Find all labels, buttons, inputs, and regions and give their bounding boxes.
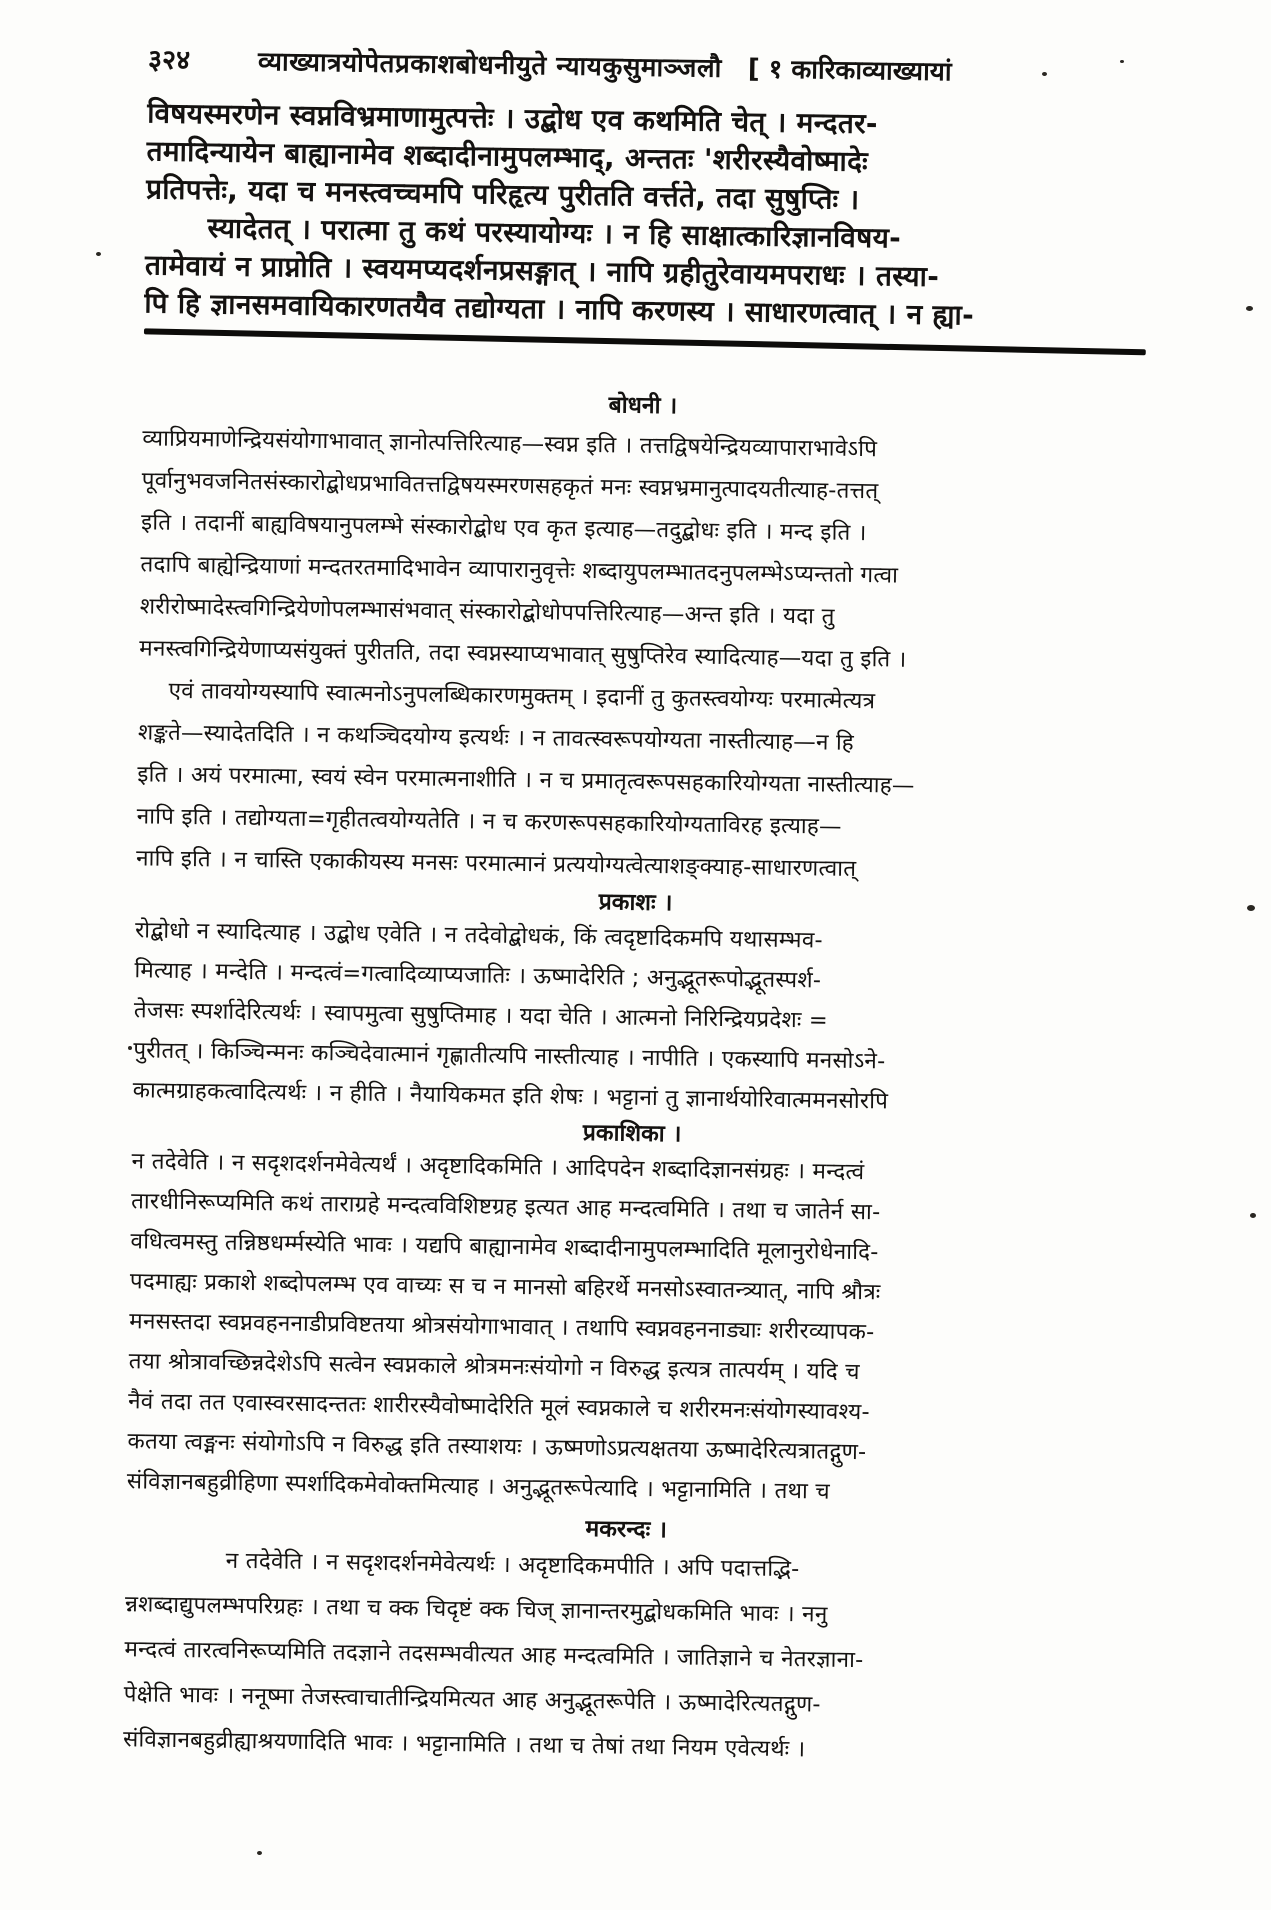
chapter-reference: [ १ कारिकाव्याख्यायां — [747, 54, 952, 88]
commentary-line: पूर्वानुभवजनितसंस्कारोद्बोधप्रभावितत्तद्विषयस्मरणसहकृतं मनः स्वप्नभ्रमानुत्पादयतीत्याह-तत्तत् — [141, 467, 879, 505]
bodhani-commentary-block — [136, 417, 1143, 894]
commentary-line: एवं तावयोग्यस्यापि स्वात्मनोऽनुपलब्धिकारणमुक्तम् । इदानीं तु कुतस्त्वयोग्यः परमात्मेत्यत्र — [168, 677, 876, 715]
scan-speck — [96, 252, 101, 256]
section-heading-prakashika: प्रकाशिका । — [582, 1119, 682, 1148]
commentary-line: नापि इति । न चास्ति एकाकीयस्य मनसः परमात्मानं प्रत्ययोग्यत्वेत्याशङ्क्याह-साधारणत्वात् — [135, 845, 857, 883]
section-heading-prakasha: प्रकाशः । — [598, 889, 673, 917]
commentary-line: तदापि बाह्येन्द्रियाणां मन्दतरतमादिभावेन व्यापारानुवृत्तेः शब्दायुपलम्भातदनुपलम्भेऽप्यन्ततो गत्वा — [140, 551, 899, 589]
scan-speck — [1250, 1213, 1256, 1218]
mula-line: स्यादेतत् । परात्मा तु कथं परस्यायोग्यः । न हि साक्षात्कारिज्ञानविषय- — [207, 211, 902, 255]
scan-speck — [1247, 905, 1255, 911]
commentary-line: नापि इति । तद्योग्यता=गृहीतत्वयोग्यतेति । न च करणरूपसहकारियोग्यताविरह इत्याह— — [136, 803, 842, 840]
mula-line: तामेवायं न प्राप्नोति । स्वयमप्यदर्शनप्रसङ्गात् । नापि ग्रहीतुरेवायमपराधः । तस्या- — [144, 248, 940, 294]
commentary-line: पेक्षेति भावः । ननूष्मा तेजस्त्वाचातीन्द्रियमित्यत आह अनुद्भूतरूपेति । ऊष्मादेरित्यतद्गुण- — [123, 1681, 821, 1718]
commentary-line: पदमाह्यः प्रकाशे शब्दोपलम्भ एव वाच्यः स च न मानसो बहिरर्थे मनसोऽस्वातन्त्र्यात्, नापि श्रौत्रः — [129, 1268, 881, 1306]
commentary-line: न्नशब्दाद्युपलम्भपरिग्रहः । तथा च क्क चिदृष्टं क्क चिज् ज्ञानान्तरमुद्बोधकमिति भावः । ननु — [124, 1591, 828, 1628]
commentary-line: मन्दत्वं तारत्वनिरूप्यमिति तदज्ञाने तदसम्भवीत्यत आह मन्दत्वमिति । जातिज्ञाने च नेतरज्ञाना- — [124, 1636, 864, 1674]
section-heading-makaranda: मकरन्दः । — [585, 1516, 668, 1544]
mula-line: तमादिन्यायेन बाह्यानामेव शब्दादीनामुपलम्भाद्, अन्ततः 'शरीरस्यैवोष्मादेः — [146, 134, 869, 179]
commentary-line: व्याप्रियमाणेन्द्रियसंयोगाभावात् ज्ञानोत्पत्तिरित्याह—स्वप्न इति । तत्तद्विषयेन्द्रियव्यापाराभावेऽपि — [142, 425, 878, 463]
scan-speck — [128, 1046, 132, 1050]
prakasha-commentary-block — [132, 910, 1135, 1125]
commentary-line: तेजसः स्पर्शादेरित्यर्थः । स्वापमुत्वा सुषुप्तिमाह । यदा चेति । आत्मनो निरिन्द्रियप्रदेशः = — [133, 997, 829, 1034]
page-number: ३२४ — [147, 44, 191, 77]
commentary-line: रोद्बोधो न स्यादित्याह । उद्बोध एवेति । न तदेवोद्बोधकं, किं त्वदृष्टादिकमपि यथासम्भव- — [134, 917, 824, 954]
commentary-line: न तदेवेति । न सदृशदर्शनमेवेत्यर्थं । अदृष्टादिकमिति । आदिपदेन शब्दादिज्ञानसंग्रहः । मन्दत्वं — [131, 1148, 865, 1186]
commentary-line: तारधीनिरूप्यमिति कथं ताराग्रहे मन्दत्वविशिष्टग्रह इत्यत आह मन्दत्वमिति । तथा च जातेर्न सा- — [130, 1188, 881, 1226]
makaranda-commentary-block — [123, 1537, 1126, 1777]
commentary-line: संविज्ञानबहुव्रीह्याश्रयणादिति भावः । भट्टानामिति । तथा च तेषां तथा नियम एवेत्यर्थः । — [122, 1726, 806, 1763]
page-content — [123, 39, 1148, 1777]
commentary-line: नैवं तदा तत एवास्वरसादन्ततः शारीरस्यैवोष्मादेरिति मूलं स्वप्नकाले च शरीरमनःसंयोगस्यावश्य- — [127, 1388, 871, 1426]
page-header — [148, 39, 1148, 91]
commentary-line: मनस्त्वगिन्द्रियेणाप्यसंयुक्तं पुरीतति, तदा स्वप्नस्याप्यभावात् सुषुप्तिरेव स्यादित्याह—यदा तु इति । — [139, 635, 907, 673]
commentary-line: मित्याह । मन्देति । मन्दत्वं=गत्वादिव्याप्यजातिः । ऊष्मादेरिति ; अनुद्भूतरूपोद्भूतस्पर्श- — [134, 957, 822, 994]
commentary-line: शङ्कते—स्यादेतदिति । न कथञ्चिदयोग्य इत्यर्थः । न तावत्स्वरूपयोग्यता नास्तीत्याह—न हि — [137, 719, 855, 756]
commentary-line: इति । तदानीं बाह्यविषयानुपलम्भे संस्कारोद्बोध एव कृत इत्याह—तदुद्बोधः इति । मन्द इति । — [140, 509, 867, 547]
commentary-line: न तदेवेति । न सदृशदर्शनमेवेत्यर्थः । अदृष्टादिकमपीति । अपि पदात्तद्भि- — [225, 1547, 800, 1583]
mula-line: पि हि ज्ञानसमवायिकारणतयैव तद्योग्यता । नापि करणस्य । साधारणत्वात् । न ह्या- — [144, 286, 975, 332]
commentary-line: इति । अयं परमात्मा, स्वयं स्वेन परमात्मनाशीति । न च प्रमातृत्वरूपसहकारियोग्यता नास्तीत्याह— — [137, 761, 915, 799]
commentary-line: शरीरोष्मादेस्त्वगिन्द्रियेणोपलम्भासंभवात् संस्कारोद्बोधोपपत्तिरित्याह—अन्त इति । यदा तु — [139, 593, 835, 630]
commentary-line: कतया त्वङ्मनः संयोगोऽपि न विरुद्ध इति तस्याशयः । ऊष्मणोऽप्रत्यक्षतया ऊष्मादेरित्यत्रातद्गुण- — [127, 1428, 867, 1466]
scan-speck — [1120, 60, 1124, 63]
section-heading-bodhani: बोधनी । — [608, 392, 678, 420]
commentary-line: तया श्रोत्रावच्छिन्नदेशेऽपि सत्वेन स्वप्नकाले श्रोत्रमनःसंयोगो न विरुद्ध इत्यत्र तात्पर्यम् । यदि च — [128, 1348, 860, 1386]
scan-speck — [1246, 306, 1253, 311]
commentary-line: वधित्वमस्तु तन्निष्ठधर्म्मस्येति भावः । यद्यपि बाह्यानामेव शब्दादीनामुपलम्भादिति मूलानुरोधेनादि- — [130, 1228, 879, 1266]
scan-speck — [257, 1851, 262, 1855]
commentary-line: पुरीतत् । किञ्चिन्मनः कञ्चिदेवात्मानं गृह्णातीत्यपि नास्तीत्याह । नापीति । एकस्यापि मनसोऽने- — [133, 1037, 886, 1075]
commentary-line: मनसस्तदा स्वप्नवहननाडीप्रविष्टतया श्रोत्रसंयोगाभावात् । तथापि स्वप्नवहननाड्याः शरीरव्यापक- — [129, 1308, 875, 1346]
mula-line: प्रतिपत्तेः, यदा च मनस्त्वच्चमपि परिहृत्य पुरीतति वर्त्तते, तदा सुषुप्तिः । — [145, 172, 860, 216]
commentary-line: संविज्ञानबहुव्रीहिणा स्पर्शादिकमेवोक्तमित्याह । अनुद्भूतरूपेत्यादि । भट्टानामिति । तथा च — [126, 1468, 831, 1505]
commentary-line: कात्मग्राहकत्वादित्यर्थः । न हीति । नैयायिकमत इति शेषः । भट्टानां तु ज्ञानार्थयोरिवात्ममनसोरपि — [132, 1077, 889, 1115]
prakashika-commentary-block — [127, 1141, 1132, 1516]
mula-text-block — [144, 94, 1147, 337]
running-title: व्याख्यात्रयोपेतप्रकाशबोधनीयुते न्यायकुसुमाञ्जलौ — [257, 47, 723, 84]
mula-line: विषयस्मरणेन स्वप्नविभ्रमाणामुत्पत्तेः । उद्बोध एव कथमिति चेत् । मन्दतर- — [146, 96, 879, 141]
scan-speck — [1042, 72, 1047, 76]
